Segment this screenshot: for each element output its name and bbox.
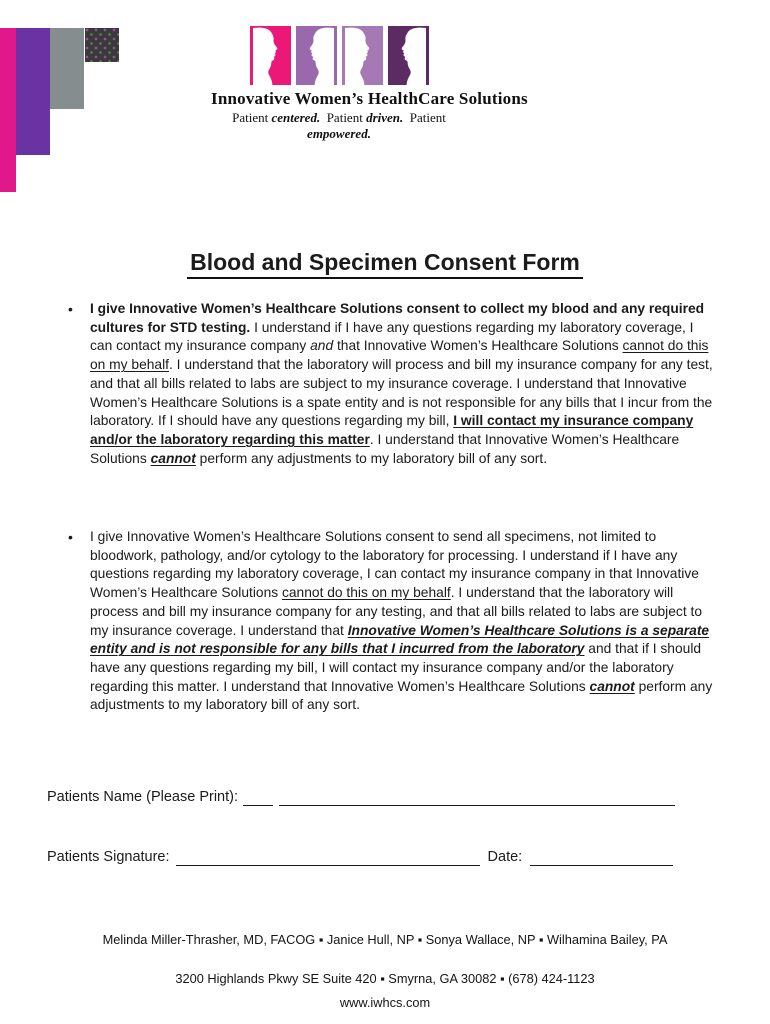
deco-dotted-square bbox=[85, 28, 119, 62]
website-line: www.iwhcs.com bbox=[339, 995, 431, 1010]
address-line: 3200 Highlands Pkwy SE Suite 420 ▪ Smyrna, GA 30082 ▪ (678) 424-1123 bbox=[175, 971, 595, 986]
date-line[interactable] bbox=[530, 850, 673, 866]
face-silhouette-icon bbox=[388, 26, 429, 85]
patient-signature-line[interactable] bbox=[176, 850, 480, 866]
patient-name-row bbox=[47, 789, 675, 806]
patient-name-line-short[interactable] bbox=[243, 790, 273, 806]
face-silhouette-icon bbox=[342, 26, 383, 85]
deco-bar-gray bbox=[50, 28, 84, 109]
providers-line: Melinda Miller-Thrasher, MD, FACOG ▪ Janice Hull, NP ▪ Sonya Wallace, NP ▪ Wilhamina Bailey, PA bbox=[102, 932, 668, 947]
brand-tagline: Patient centered. Patient driven. Patient empowered. bbox=[232, 110, 450, 141]
consent-bullet-2: • I give Innovative Women’s Healthcare Solutions consent to send all specimens, not limited to bloodwork, pathology, and/or cytology to the laboratory for processing. I understand if I have any questions regarding my laboratory coverage, I can contact my insurance company in that Innovative Women’s Healthcare Solutions cannot do this on my behalf. I understand that the laboratory will process and bill my insurance company for any testing, and that all bills related to labs are subject to my insurance coverage. I understand that Innovative Women’s Healthcare Solutions is a separate entity and is not responsible for any bills that I incurred from the laboratory and that if I should have any questions regarding my bill, I will contact my insurance company and/or the laboratory regarding this matter. I understand that Innovative Women’s Healthcare Solutions cannot perform any adjustments to my laboratory bill of any sort. bbox=[90, 528, 718, 715]
brand-name: Innovative Women’s HealthCare Solutions bbox=[211, 89, 528, 108]
form-title: Blood and Specimen Consent Form bbox=[0, 249, 770, 279]
deco-bar-purple bbox=[16, 28, 50, 155]
patient-signature-row bbox=[47, 849, 673, 866]
patient-name-label: Patients Name (Please Print): bbox=[47, 789, 238, 805]
date-label: Date: bbox=[487, 849, 523, 865]
deco-bar-magenta bbox=[0, 28, 16, 192]
logo bbox=[211, 26, 528, 142]
face-silhouette-icon bbox=[250, 26, 291, 85]
face-silhouette-icon bbox=[296, 26, 337, 85]
consent-bullet-1: • I give Innovative Women’s Healthcare Solutions consent to collect my blood and any required cultures for STD testing. I understand if I have any questions regarding my laboratory coverage, I can contact my insurance company and that Innovative Women’s Healthcare Solutions cannot do this on my behalf. I understand that the laboratory will process and bill my insurance company for any test, and that all bills related to labs are subject to my insurance coverage. I understand that Innovative Women’s Healthcare Solutions is a spate entity and is not responsible for any bills that I incur from the laboratory. If I should have any questions regarding my bill, I will contact my insurance company and/or the laboratory regarding this matter. I understand that Innovative Women’s Healthcare Solutions cannot perform any adjustments to my laboratory bill of any sort. bbox=[90, 300, 718, 468]
patient-name-line[interactable] bbox=[279, 790, 675, 806]
logo-silhouettes-icon bbox=[250, 26, 429, 85]
patient-signature-label: Patients Signature: bbox=[47, 849, 170, 865]
